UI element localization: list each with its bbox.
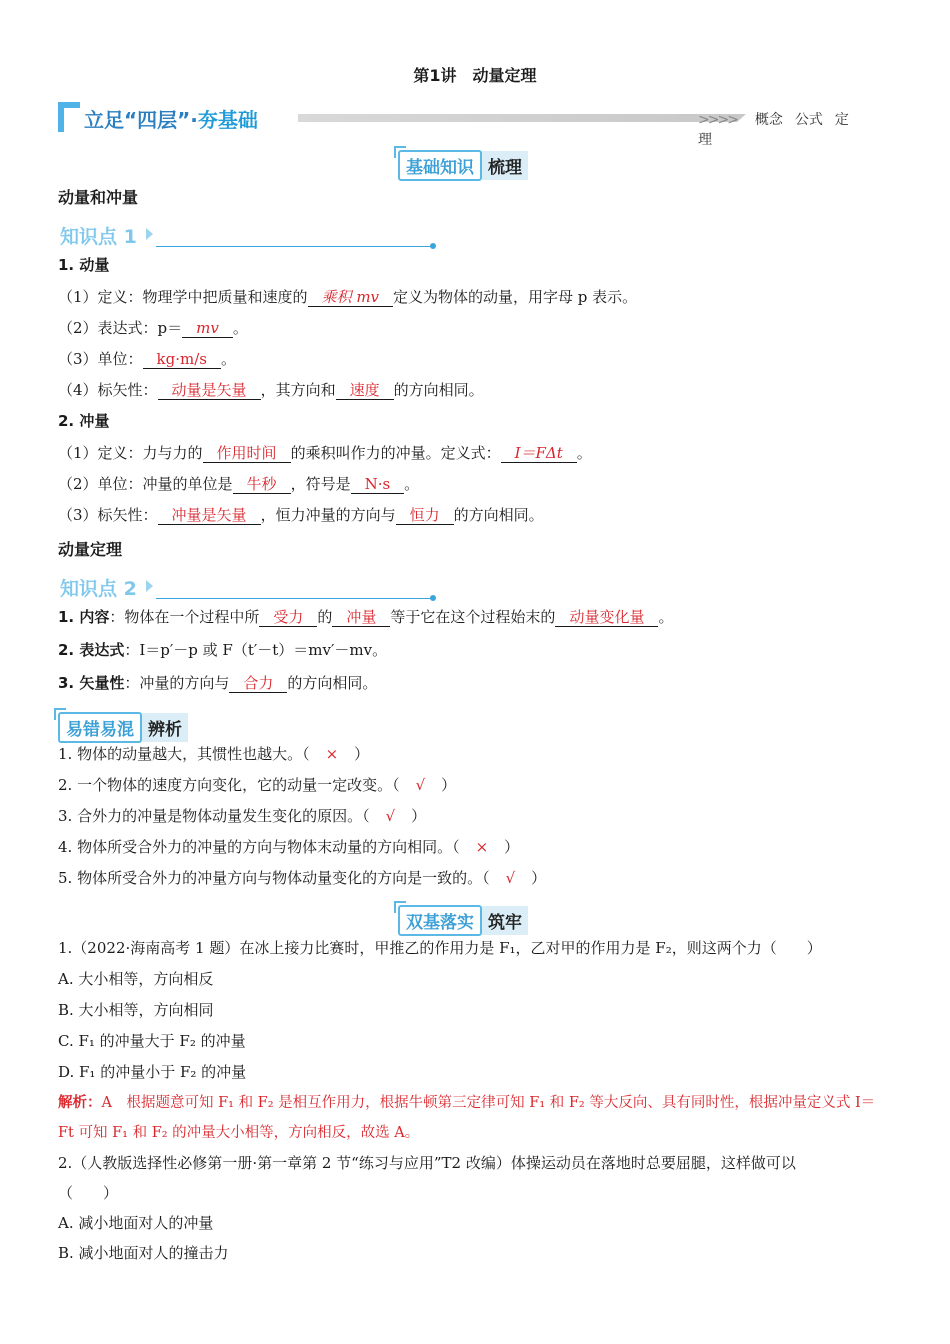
chevrons-icon: >>>> <box>698 112 737 128</box>
question-2-paren: （ ） <box>58 1184 119 1202</box>
banner-corner-decoration <box>58 102 80 132</box>
judge-item: 4. 物体所受合外力的冲量的方向与物体末动量的方向相同。（ × ） <box>58 838 520 856</box>
question-1-option-b: B. 大小相等，方向相同 <box>58 1001 214 1019</box>
impulse-vector: （3）标矢性： 冲量是矢量 ，恒力冲量的方向与 恒力 的方向相同。 <box>58 506 544 524</box>
momentum-heading: 1. 动量 <box>58 256 110 274</box>
heading-theorem: 动量定理 <box>58 540 123 559</box>
theorem-vector: 3. 矢量性：冲量的方向与 合力 的方向相同。 <box>58 674 378 692</box>
heading-momentum-impulse: 动量和冲量 <box>58 188 139 207</box>
impulse-definition: （1）定义：力与力的 作用时间 的乘积叫作力的冲量。定义式： I＝FΔt 。 <box>58 444 592 462</box>
question-2-option-b: B. 减小地面对人的撞击力 <box>58 1244 229 1262</box>
judge-item: 2. 一个物体的速度方向变化，它的动量一定改变。（ √ ） <box>58 776 457 794</box>
section-banner <box>58 100 858 148</box>
page-title: 第1讲 动量定理 <box>413 66 537 85</box>
banner-tags: >>>> 概念 公式 定理 <box>698 112 849 148</box>
knowledge-point-1: 知识点 1 <box>58 222 458 250</box>
triangle-icon <box>146 228 153 240</box>
theorem-expression: 2. 表达式：I＝p′－p 或 F（t′－t）＝mv′－mv。 <box>58 641 388 659</box>
judge-item: 1. 物体的动量越大，其惯性也越大。（ × ） <box>58 745 370 763</box>
banner-bar <box>298 114 746 122</box>
section-heading-practice: 双基落实 筑牢 <box>398 905 528 933</box>
momentum-definition: （1）定义：物理学中把质量和速度的 乘积 mv 定义为物体的动量，用字母 p 表示。 <box>58 288 638 306</box>
theorem-content: 1. 内容：物体在一个过程中所 受力 的 冲量 等于它在这个过程始末的 动量变化量 。 <box>58 608 674 626</box>
momentum-expression: （2）表达式：p＝ mv 。 <box>58 319 248 337</box>
banner-title: 立足“四层”·夯基础 <box>84 108 258 132</box>
question-2-option-a: A. 减小地面对人的冲量 <box>58 1214 214 1232</box>
question-1-option-a: A. 大小相等，方向相反 <box>58 970 214 988</box>
section-heading-mistakes: 易错易混 辨析 <box>58 712 188 740</box>
question-1-analysis: 解析：A 根据题意可知 F₁ 和 F₂ 是相互作用力，根据牛顿第三定律可知 F₁ 和 F₂ 等大反向、具有同时性，根据冲量定义式 I＝Ft 可知 F₁ 和 F₂ 的冲量大小相等，方向相反，故选 A。 <box>58 1095 876 1141</box>
momentum-unit: （3）单位： kg·m/s 。 <box>58 350 236 368</box>
question-1-stem: 1.（2022·海南高考 1 题）在冰上接力比赛时，甲推乙的作用力是 F₁，乙对甲的作用力是 F₂，则这两个力（ ） <box>58 939 822 957</box>
knowledge-point-2: 知识点 2 <box>58 574 458 602</box>
question-2-stem: 2.（人教版选择性必修第一册·第一章第 2 节“练习与应用”T2 改编）体操运动员在落地时总要屈腿，这样做可以 <box>58 1154 796 1172</box>
triangle-icon <box>146 580 153 592</box>
question-1-option-d: D. F₁ 的冲量小于 F₂ 的冲量 <box>58 1063 247 1081</box>
impulse-heading: 2. 冲量 <box>58 412 110 430</box>
question-1-option-c: C. F₁ 的冲量大于 F₂ 的冲量 <box>58 1032 246 1050</box>
momentum-vector: （4）标矢性： 动量是矢量 ，其方向和 速度 的方向相同。 <box>58 381 484 399</box>
section-heading-basics: 基础知识 梳理 <box>398 150 528 178</box>
judge-item: 3. 合外力的冲量是物体动量发生变化的原因。（ √ ） <box>58 807 427 825</box>
judge-item: 5. 物体所受合外力的冲量方向与物体动量变化的方向是一致的。（ √ ） <box>58 869 547 887</box>
impulse-unit: （2）单位：冲量的单位是 牛秒 ，符号是 N·s 。 <box>58 475 420 493</box>
